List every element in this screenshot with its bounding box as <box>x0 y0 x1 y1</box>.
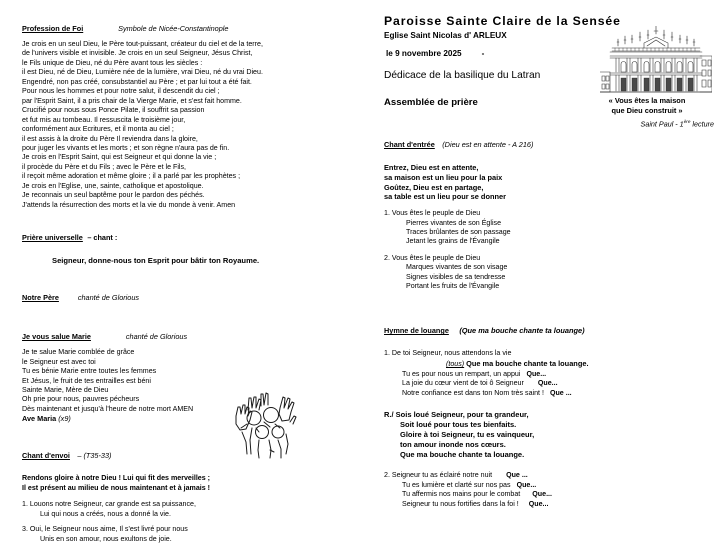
verse-line: Seigneur tu nous fortifies dans la foi ! <box>402 499 519 508</box>
verse-number: 1. <box>384 349 390 358</box>
attribution-author: Saint Paul - 1 <box>640 119 684 129</box>
creed-line: conformément aux Ecritures, et il monta au ciel ; <box>22 125 174 134</box>
quote-attribution <box>580 117 714 129</box>
verse-line: Tu affermis nos mains pour le combat <box>402 490 521 499</box>
verse-line: La joie du cœur vient de toi ô Seigneur <box>402 379 524 388</box>
que-marker: Que... <box>532 490 552 499</box>
verse-number: 2. <box>384 471 390 480</box>
sending-song-heading-row <box>22 445 354 463</box>
verse-line: Unis en son amour, nous exultons de joie. <box>40 534 172 543</box>
spacer <box>22 423 354 445</box>
verse-first-line <box>384 253 712 263</box>
verse-first-line <box>384 209 712 218</box>
creed-line: Je crois en l'Esprit Saint, qui est Seigneur et qui donne la vie ; <box>22 153 217 162</box>
verse-line: De toi Seigneur, nous attendons la vie <box>391 349 512 358</box>
que-marker: Que ... <box>549 389 572 398</box>
creed-line: le Fils unique de Dieu, né du Père avant tous les siècles : <box>22 58 203 67</box>
refrain-line: R./ Sois loué Seigneur, pour ta grandeur, <box>384 409 529 419</box>
entrance-song-verse <box>384 209 712 247</box>
creed-line: il reçoit même adoration et même gloire ; il a parlé par les prophètes ; <box>22 172 241 181</box>
assembly-title: Assemblée de prière <box>384 97 478 108</box>
quote-line-2: que Dieu construit » <box>611 106 683 115</box>
refrain-line: ton amour inonde nos cœurs. <box>400 439 506 449</box>
sending-song-verse <box>22 525 354 544</box>
verse-line: Seigneur tu as éclairé notre nuit <box>391 471 493 480</box>
verse-line: Pierres vivantes de son Église <box>406 218 502 227</box>
hail-mary-line: Tu es bénie Marie entre toutes les femmes <box>22 367 157 376</box>
quote-line-1: « Vous êtes la maison <box>608 96 686 105</box>
hymn-refrain <box>384 410 712 460</box>
hymn-verse-line <box>384 389 712 399</box>
verse-line: Tu es pour nous un rempart, un appui <box>402 369 521 378</box>
verse-number: 2. <box>384 253 390 262</box>
creed-line: il procède du Père et du Fils ; avec le Père et le Fils, <box>22 162 187 171</box>
universal-prayer-heading-row <box>22 227 354 245</box>
refrain-line: sa maison est un lieu pour la paix <box>384 172 503 182</box>
creed-line: Engendré, non pas créé, consubstantiel au Père ; et par lui tout a été fait. <box>22 77 252 86</box>
hail-mary-line: Je te salue Marie comblée de grâce <box>22 348 135 357</box>
attribution-ordinal: ère <box>683 119 691 124</box>
refrain-line: Que ma bouche chante ta louange. <box>400 449 525 459</box>
creed-line: pour juger les vivants et les morts ; et son règne n'aura pas de fin. <box>22 143 230 152</box>
hymn-verse-2 <box>384 471 712 509</box>
refrain-line: Il est présent au milieu de nous maintenant et à jamais ! <box>22 483 211 492</box>
universal-prayer-response: Seigneur, donne-nous ton Esprit pour bâtir ton Royaume. <box>52 256 260 266</box>
creed-line: il est assis à la droite du Père Il reviendra dans la gloire, <box>22 134 198 143</box>
creed-line: et fut mis au tombeau. Il ressuscita le troisième jour, <box>22 115 186 124</box>
entrance-song-heading: Chant d'entrée <box>384 140 435 149</box>
page-title: Paroisse Sainte Claire de la Sensée <box>384 14 621 28</box>
verse-line: Lui qui nous a créés, nous a donné la vie. <box>40 509 171 518</box>
tous-response: Que ma bouche chante ta louange. <box>466 359 589 369</box>
verse-first-line <box>384 471 712 481</box>
hail-mary-line: le Seigneur est avec toi <box>22 357 96 366</box>
spacer <box>22 265 354 287</box>
spacer <box>384 298 712 320</box>
hail-mary-line: Et Jésus, le fruit de tes entrailles est béni <box>22 376 151 385</box>
spacer <box>384 202 712 209</box>
verse-line: Portant les fruits de l'Évangile <box>406 282 500 291</box>
ave-maria-count: (x9) <box>58 414 71 424</box>
verse-number: 3. <box>22 525 28 534</box>
verse-line: Marques vivantes de son visage <box>406 263 508 272</box>
universal-prayer-heading-suffix: – chant : <box>87 233 118 243</box>
creed-line: Pour nous les hommes et pour notre salut, il descendit du ciel ; <box>22 87 220 96</box>
creed-line: J'attends la résurrection des morts et la vie du monde à venir. Amen <box>22 200 236 209</box>
spacer <box>22 467 354 474</box>
raised-hands-drawing <box>228 388 300 460</box>
spacer <box>384 342 712 349</box>
spacer <box>22 249 354 256</box>
hail-mary-heading: Je vous salue Marie <box>22 332 91 342</box>
que-marker: Que... <box>526 369 547 378</box>
refrain-line: Rendons gloire à notre Dieu ! Lui qui fit des merveilles ; <box>22 474 211 483</box>
verse-first-line <box>22 525 354 534</box>
hymn-verse-line <box>384 490 712 500</box>
hail-mary-subtitle: chanté de Glorious <box>125 332 188 342</box>
hail-mary-text <box>22 348 354 414</box>
refrain-line: sa table est un lieu pour se donner <box>384 192 506 202</box>
verse-line: Oui, le Seigneur nous aime, Il s'est livré pour nous <box>29 525 188 534</box>
refrain-line: Entrez, Dieu est en attente, <box>384 163 479 172</box>
feast-title: Dédicace de la basilique du Latran <box>384 70 541 81</box>
ave-maria-line <box>22 414 354 423</box>
creed-heading-row <box>22 18 354 36</box>
sending-song-verse <box>22 500 354 519</box>
hymn-tous-line <box>384 359 712 370</box>
spacer <box>22 309 354 326</box>
our-father-subtitle: chanté de Glorious <box>77 293 140 303</box>
hail-mary-line: Oh prie pour nous, pauvres pécheurs <box>22 395 140 404</box>
church-name: Eglise Saint Nicolas d' ARLEUX <box>384 31 507 40</box>
verse-line: Signes visibles de sa tendresse <box>406 272 506 281</box>
tous-label: (tous) <box>446 360 465 369</box>
verse-line: Traces brûlantes de son passage <box>406 228 511 236</box>
verse-number: 1. <box>22 500 28 509</box>
lateran-quote <box>580 96 714 129</box>
sending-song-refrain <box>22 474 354 493</box>
entrance-song-reference: (Dieu est en attente - A 216) <box>442 140 534 149</box>
spacer <box>22 493 354 500</box>
creed-line: de l'univers visible et invisible. Je crois en un seul Seigneur, Jésus Christ, <box>22 49 253 58</box>
creed-line: Je crois en l'Eglise, une, sainte, catholique et apostolique. <box>22 181 204 190</box>
verse-first-line <box>22 500 354 509</box>
que-marker: Que ... <box>506 471 528 480</box>
attribution-reading: lecture <box>690 119 714 129</box>
verse-line: Jetant les grains de l'Évangile <box>406 237 500 246</box>
date-dash: - <box>481 49 485 58</box>
hymn-heading: Hymne de louange <box>384 326 449 336</box>
hymn-verse-1 <box>384 349 712 398</box>
creed-text <box>22 40 354 210</box>
creed-subtitle: Symbole de Nicée-Constantinople <box>118 24 229 33</box>
entrance-song-heading-row <box>384 134 712 152</box>
hymn-verse-line <box>384 370 712 380</box>
entrance-song-refrain <box>384 163 712 202</box>
creed-line: Je reconnais un seul baptême pour le pardon des péchés. <box>22 191 205 200</box>
refrain-line: Soit loué pour tous tes bienfaits. <box>400 419 517 429</box>
hymn-verse-line <box>384 481 712 491</box>
spacer <box>22 210 354 227</box>
verse-line: Vous êtes le peuple de Dieu <box>391 209 481 218</box>
que-marker: Que... <box>537 379 558 388</box>
verse-line: Tu es lumière et clarté sur nos pas <box>402 480 511 489</box>
hymn-heading-row <box>384 320 712 338</box>
verse-first-line <box>384 349 712 359</box>
spacer <box>384 156 712 163</box>
refrain-line: Gloire à toi Seigneur, tu es vainqueur, <box>400 429 535 439</box>
creed-line: par l'Esprit Saint, il a pris chair de la Vierge Marie, et s'est fait homme. <box>22 96 242 105</box>
creed-line: Je crois en un seul Dieu, le Père tout-puissant, créateur du ciel et de la terre, <box>22 40 263 48</box>
creed-line: Crucifié pour nous sous Ponce Pilate, il souffrit sa passion <box>22 106 205 115</box>
verse-line: Vous êtes le peuple de Dieu <box>391 253 481 262</box>
creed-heading: Profession de Foi <box>22 24 84 33</box>
sending-song-heading: Chant d'envoi <box>22 451 70 461</box>
sending-song-reference: – (T35-33) <box>77 451 112 461</box>
entrance-song-verse <box>384 254 712 292</box>
hail-mary-line: Dès maintenant et jusqu'à l'heure de notre mort AMEN <box>22 404 194 413</box>
hymn-reference: (Que ma bouche chante ta louange) <box>459 326 585 336</box>
ave-maria-label: Ave Maria <box>22 414 57 424</box>
que-marker: Que... <box>528 499 549 508</box>
que-marker: Que... <box>516 480 537 489</box>
universal-prayer-heading: Prière universelle <box>22 233 83 243</box>
our-father-heading-row <box>22 287 354 305</box>
hymn-verse-line <box>384 379 712 389</box>
verse-number: 1. <box>384 209 390 218</box>
refrain-line: Goûtez, Dieu est en partage, <box>384 182 484 192</box>
lateran-basilica-engraving <box>600 26 712 94</box>
verse-line: Notre confiance est dans ton Nom très saint ! <box>402 389 544 398</box>
date-text: le 9 novembre 2025 <box>386 49 462 58</box>
verse-line: Louons notre Seigneur, car grande est sa puissance, <box>29 500 196 509</box>
hymn-verse-line <box>384 500 712 510</box>
creed-line: il est Dieu, né de Dieu, Lumière née de la lumière, vrai Dieu, né du vrai Dieu. <box>22 68 263 77</box>
our-father-heading: Notre Père <box>22 293 59 303</box>
hail-mary-heading-row <box>22 326 354 344</box>
hail-mary-line: Sainte Marie, Mère de Dieu <box>22 385 109 394</box>
